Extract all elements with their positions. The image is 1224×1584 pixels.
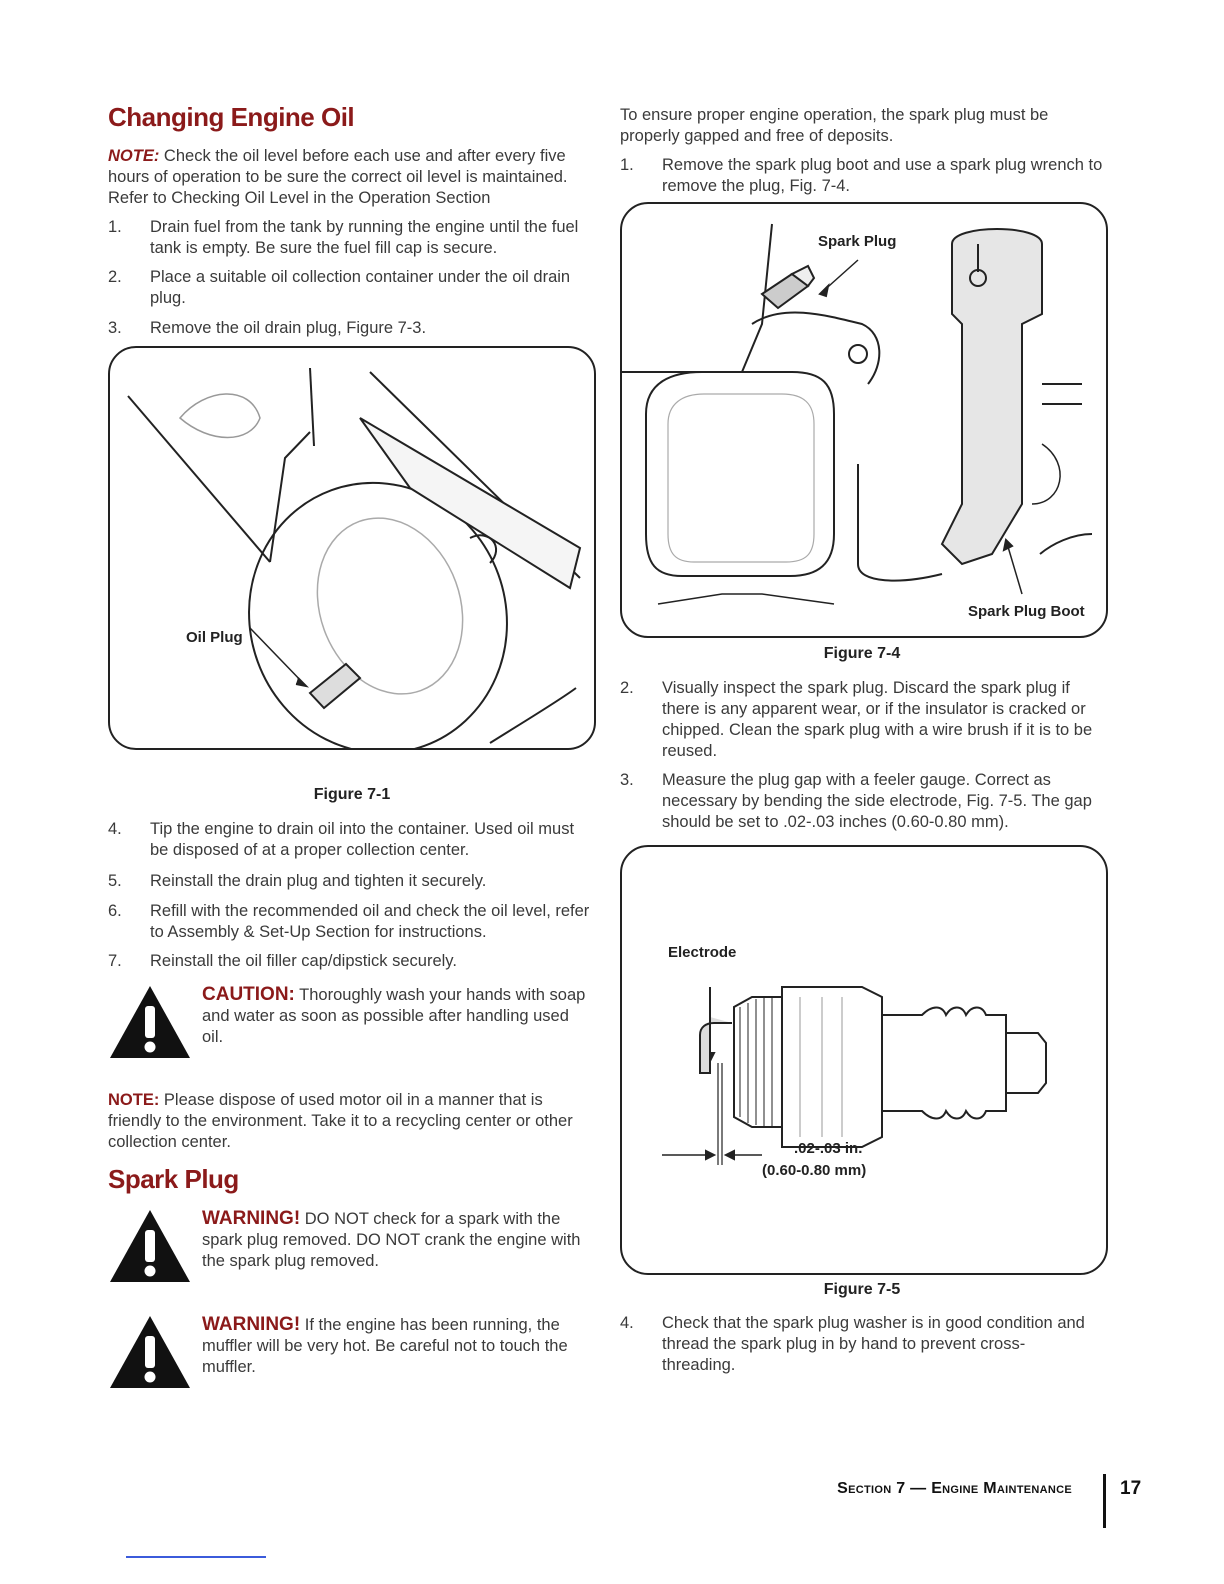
warning-triangle-icon bbox=[108, 1208, 192, 1284]
list-item bbox=[108, 217, 596, 259]
footer-divider bbox=[1103, 1474, 1106, 1528]
note-text: Please dispose of used motor oil in a manner that is friendly to the environment. Take it to a recycling center or other collection center. bbox=[108, 1091, 573, 1151]
list-item bbox=[108, 951, 596, 972]
list-item bbox=[108, 871, 596, 892]
step-text: Remove the spark plug boot and use a spark plug wrench to remove the plug, Fig. 7-4. bbox=[662, 156, 1103, 195]
note-label: NOTE: bbox=[108, 1091, 160, 1109]
warning-text-block bbox=[202, 1208, 594, 1272]
list-item bbox=[108, 267, 596, 309]
step-text: Measure the plug gap with a feeler gauge. Correct as necessary by bending the side electrode, Fig. 7-5. The gap should be set to .02-.03 inches (0.60-0.80 mm). bbox=[662, 771, 1092, 831]
warning-label: WARNING! bbox=[202, 1208, 301, 1229]
warning-block-muffler bbox=[108, 1314, 596, 1394]
step-number: 6. bbox=[108, 902, 122, 920]
warning-text: If the engine has been running, the muffler will be very hot. Be careful not to touch the muffler. bbox=[202, 1316, 568, 1376]
figure-spark-plug-gap bbox=[620, 845, 1108, 1275]
step-number: 1. bbox=[620, 156, 634, 174]
step-text: Refill with the recommended oil and check the oil level, refer to Assembly & Set-Up Section for instructions. bbox=[150, 902, 590, 941]
warning-triangle-icon bbox=[108, 1314, 192, 1390]
caution-block bbox=[108, 984, 596, 1064]
warning-text: DO NOT check for a spark with the spark plug removed. DO NOT crank the engine with the spark plug removed. bbox=[202, 1210, 581, 1270]
figure-caption-7-5: Figure 7-5 bbox=[823, 1281, 901, 1298]
spark-plug-gap-illustration bbox=[622, 847, 1106, 1273]
step-text: Reinstall the oil filler cap/dipstick securely. bbox=[150, 952, 457, 970]
heading-spark-plug: Spark Plug bbox=[108, 1164, 239, 1194]
step-number: 7. bbox=[108, 952, 122, 970]
step-number: 1. bbox=[108, 218, 122, 236]
step-text: Place a suitable oil collection container under the oil drain plug. bbox=[150, 268, 571, 307]
heading-changing-engine-oil: Changing Engine Oil bbox=[108, 102, 355, 132]
caution-text: Thoroughly wash your hands with soap and water as soon as possible after handling used oil. bbox=[202, 986, 586, 1046]
list-item bbox=[620, 770, 1108, 833]
list-item bbox=[620, 678, 1108, 762]
figure-caption-7-1: Figure 7-1 bbox=[313, 786, 391, 803]
list-item bbox=[620, 1313, 1108, 1376]
step-text: Remove the oil drain plug, Figure 7-3. bbox=[150, 319, 427, 337]
step-number: 3. bbox=[108, 319, 122, 337]
figure-spark-plug-removal bbox=[620, 202, 1108, 638]
list-item bbox=[108, 318, 596, 339]
gap-inches-label: .02-.03 in. bbox=[794, 1140, 863, 1157]
step-text: Check that the spark plug washer is in good condition and thread the spark plug in by hand to prevent cross-threading. bbox=[662, 1314, 1085, 1374]
step-number: 5. bbox=[108, 872, 122, 890]
note-label: NOTE: bbox=[108, 147, 160, 165]
list-item bbox=[108, 901, 596, 943]
bottom-link-underline bbox=[126, 1556, 266, 1558]
caution-text-block bbox=[202, 984, 594, 1048]
step-number: 4. bbox=[108, 820, 122, 838]
step-number: 2. bbox=[108, 268, 122, 286]
figure-oil-plug bbox=[108, 346, 596, 750]
caution-label: CAUTION: bbox=[202, 984, 295, 1005]
gap-mm-label: (0.60-0.80 mm) bbox=[762, 1162, 867, 1179]
footer-section-title: Section 7 — Engine Maintenance bbox=[837, 1480, 1072, 1497]
oil-plug-label: Oil Plug bbox=[186, 629, 243, 646]
step-number: 3. bbox=[620, 771, 634, 789]
figure-caption-7-4: Figure 7-4 bbox=[823, 645, 901, 662]
warning-block-spark bbox=[108, 1208, 596, 1288]
warning-text-block bbox=[202, 1314, 594, 1378]
spark-plug-label: Spark Plug bbox=[818, 233, 897, 250]
list-item bbox=[620, 155, 1108, 197]
note-dispose-oil bbox=[108, 1090, 590, 1153]
electrode-label: Electrode bbox=[668, 944, 737, 961]
note-oil-level bbox=[108, 146, 588, 209]
spark-plug-intro: To ensure proper engine operation, the spark plug must be properly gapped and free of deposits. bbox=[620, 106, 1049, 145]
oil-plug-illustration bbox=[110, 348, 594, 748]
list-item bbox=[108, 819, 596, 861]
step-text: Drain fuel from the tank by running the engine until the fuel tank is empty. Be sure the fuel fill cap is secure. bbox=[150, 218, 579, 257]
step-number: 2. bbox=[620, 679, 634, 697]
step-number: 4. bbox=[620, 1314, 634, 1332]
spark-plug-boot-label: Spark Plug Boot bbox=[968, 603, 1085, 620]
page-number: 17 bbox=[1120, 1478, 1142, 1499]
spark-plug-removal-illustration bbox=[622, 204, 1106, 636]
step-text: Visually inspect the spark plug. Discard the spark plug if there is any apparent wear, or if the insulator is cracked or chipped. Clean the spark plug with a wire brush if it is to be reused. bbox=[662, 679, 1093, 760]
warning-triangle-icon bbox=[108, 984, 192, 1060]
note-text: Check the oil level before each use and after every five hours of operation to be sure the correct oil level is maintained. Refer to Checking Oil Level in the Operation Section bbox=[108, 147, 568, 207]
warning-label: WARNING! bbox=[202, 1314, 301, 1335]
step-text: Reinstall the drain plug and tighten it securely. bbox=[150, 872, 487, 890]
step-text: Tip the engine to drain oil into the container. Used oil must be disposed of at a proper collection center. bbox=[150, 820, 575, 859]
